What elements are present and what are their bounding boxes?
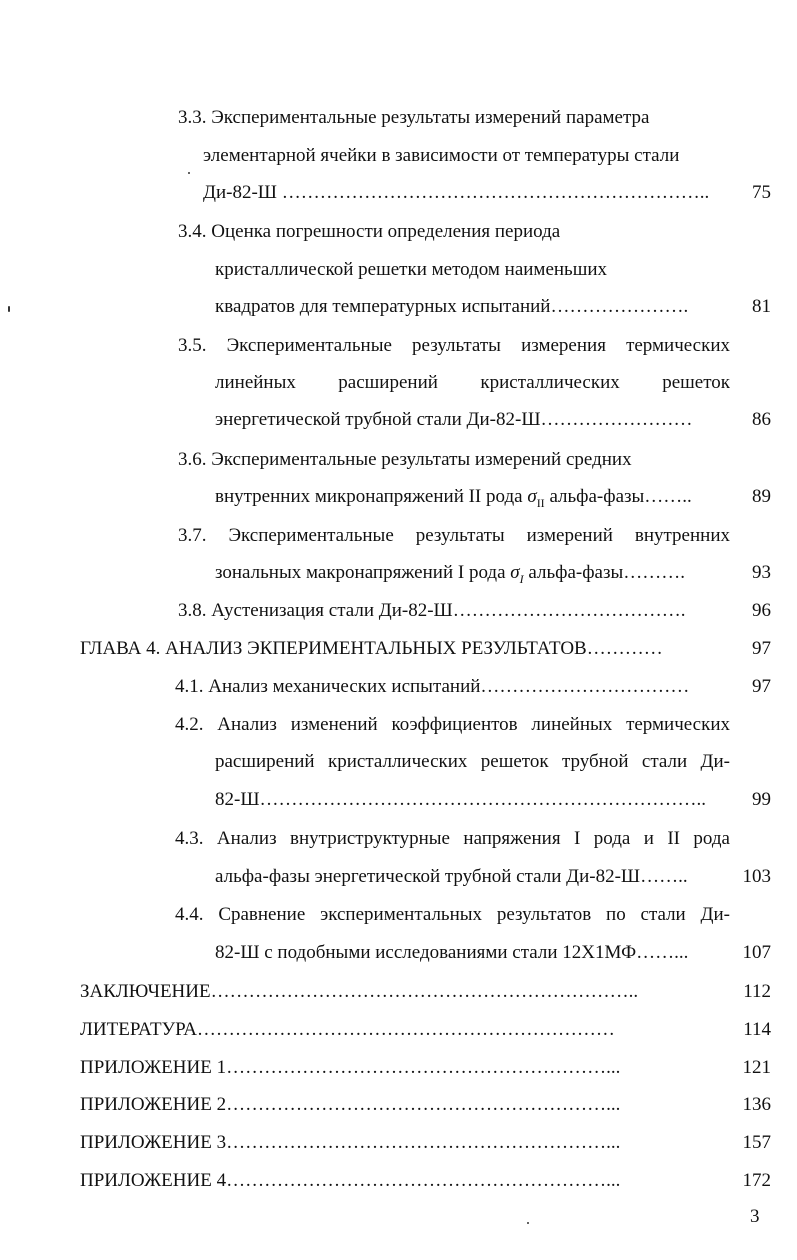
- toc-3-6-page: 89: [752, 486, 771, 507]
- toc-3-3-line2: элементарной ячейки в зависимости от температуры стали: [203, 145, 680, 166]
- toc-conclusion: ЗАКЛЮЧЕНИЕ…………………………………………………………..: [80, 981, 639, 1002]
- toc-3-4-line3: квадратов для температурных испытаний………………….: [215, 296, 689, 317]
- page-number: 3: [750, 1206, 760, 1227]
- toc-4-2-line1: 4.2. Анализ изменений коэффициентов линейных термических: [175, 714, 730, 735]
- toc-4-3-line1: 4.3. Анализ внутриструктурные напряжения I рода и II рода: [175, 828, 730, 849]
- toc-4-3-page: 103: [742, 866, 771, 887]
- toc-3-7-line1: 3.7. Экспериментальные результаты измерений внутренних: [178, 525, 730, 546]
- toc-3-5-line1: 3.5. Экспериментальные результаты измерения термических: [178, 335, 730, 356]
- toc-4-4-page: 107: [742, 942, 771, 963]
- toc-appendix-1-page: 121: [742, 1057, 771, 1078]
- toc-appendix-1: ПРИЛОЖЕНИЕ 1……………………………………………………...: [80, 1057, 621, 1078]
- toc-3-6-text-pre: внутренних микронапряжений II рода: [215, 486, 528, 507]
- toc-appendix-4-page: 172: [742, 1170, 771, 1191]
- toc-conclusion-page: 112: [743, 981, 771, 1002]
- toc-4-4-line1: 4.4. Сравнение экспериментальных результатов по стали Ди-: [175, 904, 730, 925]
- toc-3-8-line1: 3.8. Аустенизация стали Ди-82-Ш……………………………….: [178, 600, 686, 621]
- scan-speck: [188, 172, 190, 174]
- toc-3-6-line2: [215, 485, 692, 515]
- toc-4-1-page: 97: [752, 676, 771, 697]
- toc-4-3-line2: альфа-фазы энергетической трубной стали Ди-82-Ш……..: [215, 866, 688, 887]
- toc-literature-page: 114: [743, 1019, 771, 1040]
- toc-3-7-text-pre: зональных макронапряжений I рода: [215, 562, 511, 583]
- toc-3-3-line1: 3.3. Экспериментальные результаты измерений параметра: [178, 107, 650, 128]
- toc-4-2-line2: расширений кристаллических решеток трубной стали Ди-: [215, 751, 730, 772]
- toc-3-8-page: 96: [752, 600, 771, 621]
- toc-3-5-page: 86: [752, 409, 771, 430]
- toc-4-2-line3: 82-Ш……………………………………………………………..: [215, 789, 706, 810]
- toc-3-4-line2: кристаллической решетки методом наименьших: [215, 259, 608, 280]
- toc-chapter-4-page: 97: [752, 638, 771, 659]
- toc-3-3-line3: Ди-82-Ш …………………………………………………………..: [203, 182, 710, 203]
- sigma-subscript: I: [519, 571, 524, 586]
- toc-3-4-line1: 3.4. Оценка погрешности определения периода: [178, 221, 561, 242]
- toc-chapter-4: ГЛАВА 4. АНАЛИЗ ЭКПЕРИМЕНТАЛЬНЫХ РЕЗУЛЬТАТОВ…………: [80, 638, 663, 659]
- toc-3-5-line2: линейных расширений кристаллических решеток: [215, 372, 730, 393]
- sigma-subscript: II: [536, 495, 545, 510]
- toc-3-7-page: 93: [752, 562, 771, 583]
- toc-4-2-page: 99: [752, 789, 771, 810]
- toc-3-4-page: 81: [752, 296, 771, 317]
- scan-speck: [8, 306, 10, 312]
- toc-3-6-text-post: альфа-фазы……..: [544, 486, 692, 507]
- scan-speck: [527, 1222, 529, 1224]
- toc-3-7-line2: [215, 561, 685, 591]
- sigma-symbol: σ: [510, 562, 520, 583]
- toc-3-3-page: 75: [752, 182, 771, 203]
- toc-4-1-line1: 4.1. Анализ механических испытаний……………………………: [175, 676, 690, 697]
- toc-literature: ЛИТЕРАТУРА…………………………………………………………: [80, 1019, 615, 1040]
- toc-appendix-2: ПРИЛОЖЕНИЕ 2……………………………………………………...: [80, 1094, 621, 1115]
- toc-appendix-4: ПРИЛОЖЕНИЕ 4……………………………………………………...: [80, 1170, 621, 1191]
- toc-3-5-line3: энергетической трубной стали Ди-82-Ш……………………: [215, 409, 693, 430]
- toc-4-4-line2: 82-Ш с подобными исследованиями стали 12Х1МФ……...: [215, 942, 689, 963]
- sigma-symbol: σ: [527, 486, 537, 507]
- toc-appendix-3: ПРИЛОЖЕНИЕ 3……………………………………………………...: [80, 1132, 621, 1153]
- toc-3-7-text-post: альфа-фазы……….: [523, 562, 685, 583]
- toc-appendix-3-page: 157: [742, 1132, 771, 1153]
- toc-appendix-2-page: 136: [742, 1094, 771, 1115]
- toc-3-6-line1: 3.6. Экспериментальные результаты измерений средних: [178, 449, 632, 470]
